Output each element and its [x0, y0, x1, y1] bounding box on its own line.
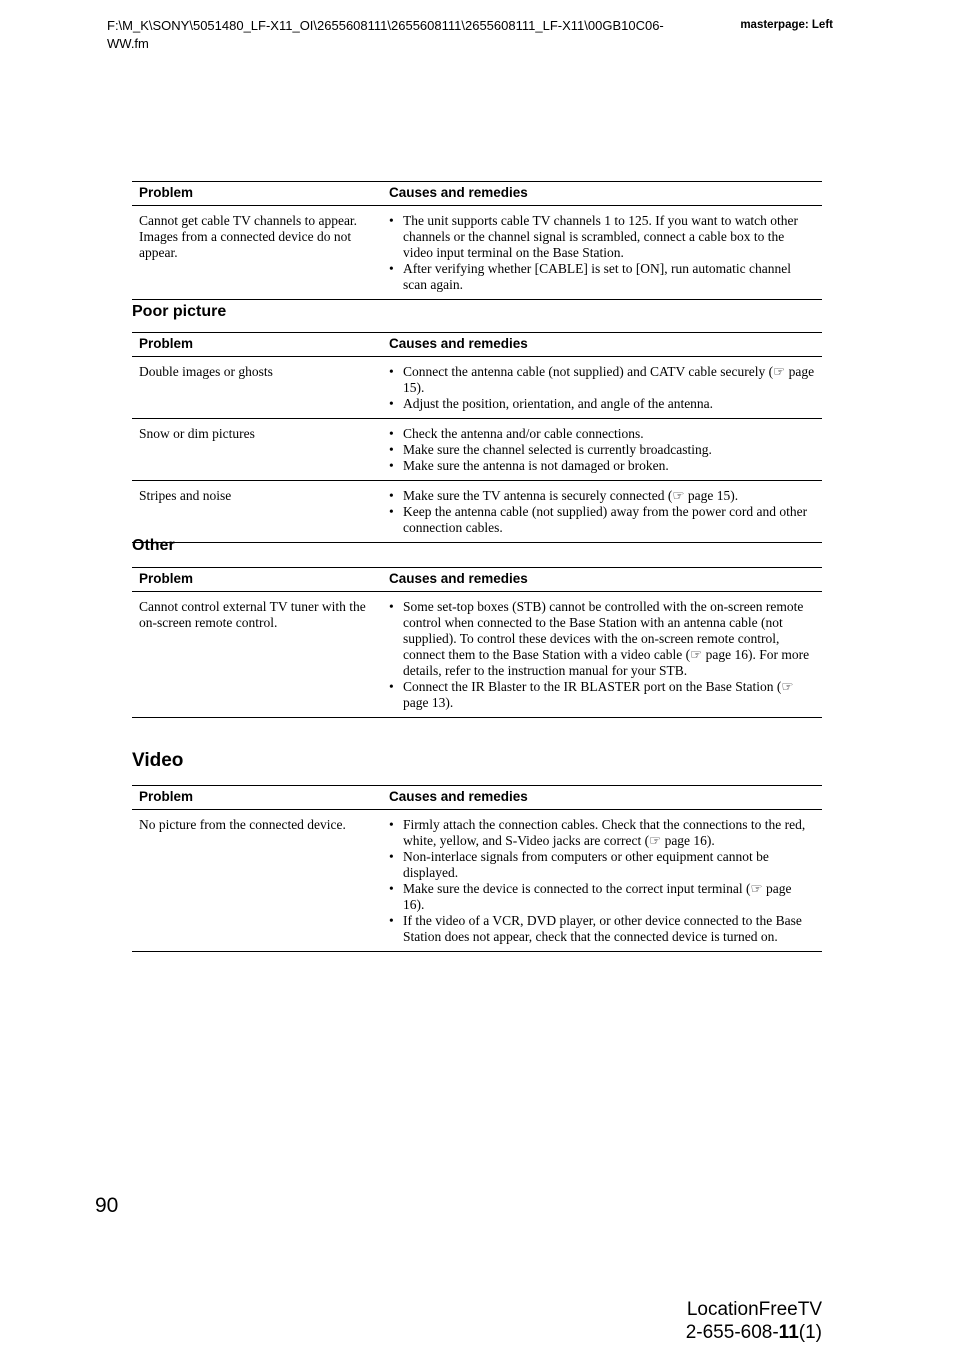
problem-cell: No picture from the connected device.	[132, 810, 382, 952]
column-header-problem: Problem	[132, 568, 382, 592]
column-header-causes: Causes and remedies	[382, 182, 822, 206]
table-row	[132, 419, 822, 481]
table-body	[132, 206, 822, 300]
footer-product-info	[686, 1298, 822, 1344]
table-row	[132, 481, 822, 543]
document-code-bold: 11	[778, 1322, 799, 1343]
table-row	[132, 206, 822, 300]
remedies-list	[389, 426, 815, 474]
table-row	[132, 810, 822, 952]
document-code-prefix: 2-655-608-	[685, 1322, 779, 1343]
table-row	[132, 592, 822, 718]
problem-cell: Cannot get cable TV channels to appear. Images from a connected device do not appear.	[132, 206, 382, 300]
remedies-cell	[382, 481, 822, 543]
remedy-item: • Non-interlace signals from computers or other equipment cannot be displayed.	[389, 849, 815, 881]
troubleshooting-table-video	[132, 785, 822, 952]
remedy-item: • Connect the IR Blaster to the IR BLASTER port on the Base Station (☞ page 13).	[389, 679, 815, 711]
remedy-item: • If the video of a VCR, DVD player, or other device connected to the Base Station does not appear, check that the connected device is turned on.	[389, 913, 815, 945]
table-body	[132, 357, 822, 543]
column-header-causes: Causes and remedies	[382, 786, 822, 810]
remedy-item: • Adjust the position, orientation, and angle of the antenna.	[389, 396, 815, 412]
column-header-causes: Causes and remedies	[382, 568, 822, 592]
troubleshooting-table-cable	[132, 181, 822, 300]
remedies-cell	[382, 206, 822, 300]
remedies-list	[389, 817, 815, 945]
remedies-cell	[382, 419, 822, 481]
remedy-item: • Keep the antenna cable (not supplied) away from the power cord and other connection cables.	[389, 504, 815, 536]
remedy-item: • Firmly attach the connection cables. Check that the connections to the red, white, yellow, and S-Video jacks are correct (☞ page 16).	[389, 817, 815, 849]
column-header-problem: Problem	[132, 786, 382, 810]
remedies-list	[389, 364, 815, 412]
column-header-problem: Problem	[132, 182, 382, 206]
remedies-cell	[382, 810, 822, 952]
product-name: LocationFreeTV	[686, 1299, 822, 1320]
remedy-item: • Check the antenna and/or cable connections.	[389, 426, 815, 442]
table-body	[132, 810, 822, 952]
remedies-cell	[382, 357, 822, 419]
page-number: 90	[95, 1194, 119, 1217]
document-code	[686, 1321, 822, 1344]
remedies-cell	[382, 592, 822, 718]
problem-cell: Double images or ghosts	[132, 357, 382, 419]
remedies-list	[389, 488, 815, 536]
table-body	[132, 592, 822, 718]
problem-cell: Stripes and noise	[132, 481, 382, 543]
remedy-item: • After verifying whether [CABLE] is set to [ON], run automatic channel scan again.	[389, 261, 815, 293]
table-row	[132, 357, 822, 419]
remedy-item: • Some set-top boxes (STB) cannot be controlled with the on-screen remote control when connected to the Base Station with an antenna cable (not supplied). To control these devices with the on-screen remote control, connect them to the Base Station with a video cable (☞ page 16). For more details, refer to the instruction manual for your STB.	[389, 599, 815, 679]
remedy-item: • Make sure the antenna is not damaged or broken.	[389, 458, 815, 474]
remedies-list	[389, 213, 815, 293]
troubleshooting-table-poor-picture	[132, 332, 822, 543]
problem-cell: Cannot control external TV tuner with the on-screen remote control.	[132, 592, 382, 718]
remedy-item: • Make sure the TV antenna is securely connected (☞ page 15).	[389, 488, 815, 504]
column-header-problem: Problem	[132, 333, 382, 357]
document-code-suffix: (1)	[798, 1322, 822, 1343]
section-title-video: Video	[132, 750, 184, 771]
section-title-poor-picture: Poor picture	[132, 303, 227, 320]
remedies-list	[389, 599, 815, 711]
column-header-causes: Causes and remedies	[382, 333, 822, 357]
problem-cell: Snow or dim pictures	[132, 419, 382, 481]
remedy-item: • Connect the antenna cable (not supplied) and CATV cable securely (☞ page 15).	[389, 364, 815, 396]
remedy-item: • The unit supports cable TV channels 1 to 125. If you want to watch other channels or the channel signal is scrambled, connect a cable box to the video input terminal on the Base Station.	[389, 213, 815, 261]
remedy-item: • Make sure the channel selected is currently broadcasting.	[389, 442, 815, 458]
file-path-header: F:\M_K\SONY\5051480_LF-X11_OI\2655608111\2655608111\2655608111_LF-X11\00GB10C06-WW.fm	[107, 18, 664, 51]
masterpage-label: masterpage: Left	[740, 19, 833, 31]
section-title-other: Other	[132, 537, 175, 554]
remedy-item: • Make sure the device is connected to the correct input terminal (☞ page 16).	[389, 881, 815, 913]
troubleshooting-table-other	[132, 567, 822, 718]
